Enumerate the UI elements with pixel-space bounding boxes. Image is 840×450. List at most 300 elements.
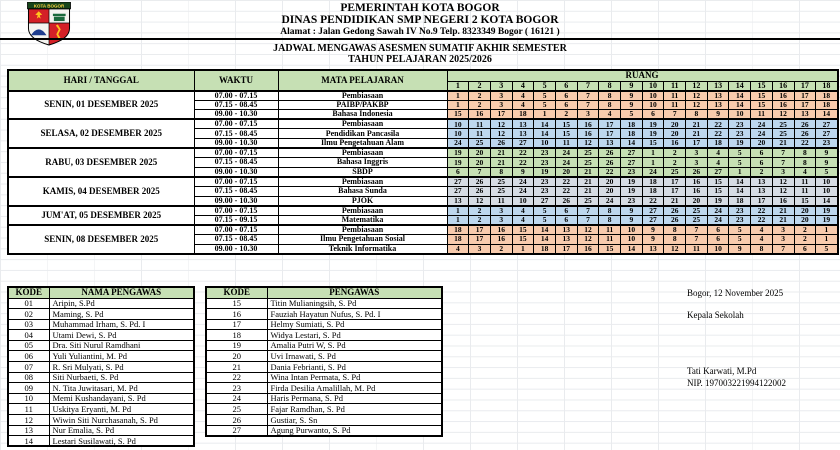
time-cell: 07.00 - 07.15 bbox=[194, 148, 278, 158]
room-cell: 14 bbox=[621, 138, 643, 148]
subject-cell: Pembiasaan bbox=[278, 206, 447, 216]
room-cell: 15 bbox=[794, 196, 816, 206]
room-cell: 8 bbox=[599, 215, 621, 225]
room-cell: 4 bbox=[599, 110, 621, 120]
room-cell: 15 bbox=[707, 177, 729, 187]
room-cell: 27 bbox=[447, 177, 469, 187]
room-cell: 12 bbox=[686, 91, 708, 101]
room-cell: 22 bbox=[751, 206, 773, 216]
room-cell: 12 bbox=[490, 119, 512, 129]
room-cell: 7 bbox=[577, 100, 599, 110]
header-time: WAKTU bbox=[194, 70, 278, 91]
schedule-row bbox=[8, 225, 838, 235]
room-cell: 21 bbox=[686, 129, 708, 139]
subject-cell: Pembiasaan bbox=[278, 225, 447, 235]
room-cell: 22 bbox=[599, 167, 621, 177]
room-cell: 10 bbox=[642, 100, 664, 110]
room-cell: 15 bbox=[751, 91, 773, 101]
supervisor-row bbox=[8, 362, 194, 373]
room-cell: 10 bbox=[621, 234, 643, 244]
room-cell: 18 bbox=[621, 119, 643, 129]
room-cell: 9 bbox=[707, 110, 729, 120]
room-cell: 17 bbox=[469, 225, 491, 235]
room-cell: 16 bbox=[664, 138, 686, 148]
supervisor-name: Muhammad Irham, S. Pd. I bbox=[49, 319, 194, 330]
room-cell: 27 bbox=[621, 158, 643, 168]
room-cell: 6 bbox=[447, 167, 469, 177]
supervisor-code: 06 bbox=[8, 351, 49, 362]
subject-cell: PJOK bbox=[278, 196, 447, 206]
room-cell: 1 bbox=[642, 148, 664, 158]
room-cell: 3 bbox=[772, 234, 794, 244]
room-cell: 16 bbox=[686, 177, 708, 187]
room-cell: 17 bbox=[555, 244, 577, 254]
room-cell: 11 bbox=[794, 177, 816, 187]
school-title: DINAS PENDIDIKAN SMP NEGERI 2 KOTA BOGOR bbox=[281, 14, 559, 26]
room-cell: 14 bbox=[816, 196, 838, 206]
room-cell: 18 bbox=[707, 138, 729, 148]
room-cell: 14 bbox=[729, 91, 751, 101]
room-number-header: 13 bbox=[707, 81, 729, 91]
room-number-header: 5 bbox=[534, 81, 556, 91]
day-cell: SENIN, 01 DESEMBER 2025 bbox=[8, 91, 194, 120]
room-cell: 9 bbox=[816, 148, 838, 158]
room-cell: 4 bbox=[707, 158, 729, 168]
time-cell: 07.15 - 08.45 bbox=[194, 100, 278, 110]
room-cell: 17 bbox=[599, 119, 621, 129]
room-cell: 23 bbox=[816, 138, 838, 148]
signature-name: Tati Karwati, M.Pd bbox=[687, 366, 757, 376]
room-cell: 11 bbox=[599, 234, 621, 244]
room-cell: 13 bbox=[599, 138, 621, 148]
subject-cell: SBDP bbox=[278, 167, 447, 177]
room-cell: 11 bbox=[664, 100, 686, 110]
time-cell: 07.15 - 08.45 bbox=[194, 129, 278, 139]
room-cell: 24 bbox=[751, 119, 773, 129]
room-cell: 24 bbox=[512, 186, 534, 196]
supervisor-name: Memi Kushandayani, S. Pd bbox=[49, 393, 194, 404]
room-cell: 17 bbox=[490, 110, 512, 120]
day-cell: KAMIS, 04 DESEMBER 2025 bbox=[8, 177, 194, 206]
subject-cell: Pembiasaan bbox=[278, 177, 447, 187]
room-cell: 12 bbox=[664, 244, 686, 254]
room-cell: 24 bbox=[555, 148, 577, 158]
room-cell: 1 bbox=[447, 215, 469, 225]
room-cell: 20 bbox=[664, 119, 686, 129]
room-cell: 19 bbox=[816, 206, 838, 216]
supervisor-row bbox=[8, 383, 194, 394]
signature-nip: NIP. 197003221994122002 bbox=[687, 378, 787, 388]
room-cell: 22 bbox=[751, 215, 773, 225]
room-cell: 9 bbox=[642, 234, 664, 244]
room-cell: 12 bbox=[577, 225, 599, 235]
room-cell: 12 bbox=[490, 129, 512, 139]
room-cell: 14 bbox=[729, 177, 751, 187]
supervisor-row bbox=[206, 362, 442, 373]
supervisor-row bbox=[8, 415, 194, 426]
room-cell: 7 bbox=[469, 167, 491, 177]
supervisor-name: Agung Purwanto, S. Pd bbox=[267, 425, 442, 436]
room-cell: 11 bbox=[490, 196, 512, 206]
room-cell: 15 bbox=[751, 100, 773, 110]
room-cell: 10 bbox=[534, 138, 556, 148]
schedule-row bbox=[8, 119, 838, 129]
room-cell: 17 bbox=[794, 100, 816, 110]
room-cell: 7 bbox=[772, 244, 794, 254]
supervisor-code: 07 bbox=[8, 362, 49, 373]
room-cell: 4 bbox=[447, 244, 469, 254]
supervisor-code: 14 bbox=[8, 436, 49, 447]
room-cell: 17 bbox=[686, 138, 708, 148]
room-cell: 22 bbox=[555, 186, 577, 196]
supervisor-row bbox=[8, 351, 194, 362]
supervisor-name: Aripin, S.Pd bbox=[49, 298, 194, 309]
room-cell: 5 bbox=[534, 91, 556, 101]
room-cell: 26 bbox=[686, 167, 708, 177]
supervisor-table-right bbox=[205, 286, 443, 437]
supervisor-name: Helmy Sumiati, S. Pd bbox=[267, 319, 442, 330]
room-cell: 23 bbox=[534, 186, 556, 196]
room-cell: 19 bbox=[642, 129, 664, 139]
room-cell: 24 bbox=[599, 196, 621, 206]
supervisor-row bbox=[8, 393, 194, 404]
supervisor-code: 04 bbox=[8, 330, 49, 341]
subject-cell: Pembiasaan bbox=[278, 148, 447, 158]
room-cell: 18 bbox=[642, 186, 664, 196]
time-cell: 07.15 - 08.45 bbox=[194, 186, 278, 196]
room-cell: 14 bbox=[816, 110, 838, 120]
supervisor-code: 20 bbox=[206, 351, 267, 362]
room-cell: 25 bbox=[772, 119, 794, 129]
room-cell: 17 bbox=[664, 177, 686, 187]
supervisor-name: Fajar Ramdhan, S. Pd bbox=[267, 404, 442, 415]
supervisor-name: Haris Permana, S. Pd bbox=[267, 393, 442, 404]
room-cell: 13 bbox=[555, 225, 577, 235]
room-cell: 19 bbox=[621, 177, 643, 187]
room-cell: 2 bbox=[794, 225, 816, 235]
room-cell: 2 bbox=[794, 234, 816, 244]
room-number-header: 12 bbox=[686, 81, 708, 91]
room-cell: 14 bbox=[621, 244, 643, 254]
supervisor-name: N. Tita Juwitasari, M. Pd bbox=[49, 383, 194, 394]
room-cell: 18 bbox=[642, 177, 664, 187]
supervisor-row bbox=[206, 319, 442, 330]
room-cell: 3 bbox=[686, 148, 708, 158]
supervisor-name: Firda Desilia Amalillah, M. Pd bbox=[267, 383, 442, 394]
supervisor-name: Dra. Siti Nurul Ramdhani bbox=[49, 340, 194, 351]
room-cell: 24 bbox=[642, 167, 664, 177]
supervisor-code: 03 bbox=[8, 319, 49, 330]
supervisor-name: Wiwin Siti Nurchasanah, S. Pd bbox=[49, 415, 194, 426]
room-cell: 25 bbox=[577, 196, 599, 206]
header-room: RUANG bbox=[447, 70, 838, 81]
room-cell: 8 bbox=[751, 244, 773, 254]
room-cell: 10 bbox=[729, 110, 751, 120]
supervisor-name: Siti Nurbaeti, S. Pd bbox=[49, 372, 194, 383]
supervisor-name: R. Sri Mulyati, S. Pd bbox=[49, 362, 194, 373]
supervisor-code: 13 bbox=[8, 425, 49, 436]
room-cell: 26 bbox=[469, 177, 491, 187]
room-cell: 20 bbox=[794, 215, 816, 225]
room-cell: 8 bbox=[686, 110, 708, 120]
supervisor-name: Fauziah Hayatun Nufus, S. Pd. I bbox=[267, 309, 442, 320]
subject-cell: Teknik Informatika bbox=[278, 244, 447, 254]
room-cell: 5 bbox=[621, 110, 643, 120]
supervisor-name: Dania Febrianti, S. Pd bbox=[267, 362, 442, 373]
time-cell: 07.15 - 09.15 bbox=[194, 215, 278, 225]
room-cell: 2 bbox=[490, 244, 512, 254]
time-cell: 07.00 - 07.15 bbox=[194, 206, 278, 216]
room-cell: 26 bbox=[664, 215, 686, 225]
room-cell: 19 bbox=[642, 119, 664, 129]
time-cell: 09.00 - 10.30 bbox=[194, 167, 278, 177]
room-cell: 6 bbox=[751, 158, 773, 168]
supervisor-code: 24 bbox=[206, 393, 267, 404]
document-title bbox=[0, 43, 840, 65]
supervisor-row bbox=[8, 425, 194, 436]
letterhead bbox=[0, 2, 840, 38]
room-cell: 27 bbox=[816, 119, 838, 129]
day-cell: SENIN, 08 DESEMBER 2025 bbox=[8, 225, 194, 254]
room-cell: 23 bbox=[729, 206, 751, 216]
subject-cell: Bahasa Inggris bbox=[278, 158, 447, 168]
room-cell: 11 bbox=[686, 244, 708, 254]
room-cell: 9 bbox=[642, 225, 664, 235]
room-cell: 8 bbox=[794, 158, 816, 168]
time-cell: 09.00 - 10.30 bbox=[194, 244, 278, 254]
room-cell: 22 bbox=[642, 196, 664, 206]
room-cell: 22 bbox=[555, 177, 577, 187]
supervisor-code: 16 bbox=[206, 309, 267, 320]
supervisor-name: Nur Emalia, S. Pd bbox=[49, 425, 194, 436]
supervisor-name: Uskitya Eryanti, M. Pd bbox=[49, 404, 194, 415]
room-cell: 14 bbox=[534, 129, 556, 139]
room-cell: 10 bbox=[512, 196, 534, 206]
room-cell: 25 bbox=[686, 206, 708, 216]
room-cell: 20 bbox=[686, 196, 708, 206]
logo-banner-text: KOTA BOGOR bbox=[33, 3, 65, 9]
time-cell: 09.00 - 10.30 bbox=[194, 138, 278, 148]
room-cell: 26 bbox=[599, 158, 621, 168]
subject-cell: Ilmu Pengetahuan Sosial bbox=[278, 234, 447, 244]
room-cell: 27 bbox=[447, 186, 469, 196]
room-cell: 2 bbox=[469, 215, 491, 225]
room-cell: 3 bbox=[490, 215, 512, 225]
room-cell: 20 bbox=[599, 186, 621, 196]
room-number-header: 9 bbox=[621, 81, 643, 91]
room-cell: 18 bbox=[512, 110, 534, 120]
supervisor-code: 01 bbox=[8, 298, 49, 309]
supervisor-name: Maming, S. Pd bbox=[49, 309, 194, 320]
supervisor-row bbox=[8, 319, 194, 330]
room-cell: 24 bbox=[707, 215, 729, 225]
supervisor-name: Widya Lestari, S. Pd bbox=[267, 330, 442, 341]
schedule-row bbox=[8, 91, 838, 101]
room-cell: 6 bbox=[555, 100, 577, 110]
room-cell: 26 bbox=[555, 196, 577, 206]
room-cell: 10 bbox=[816, 186, 838, 196]
room-cell: 10 bbox=[707, 244, 729, 254]
time-cell: 07.00 - 07.15 bbox=[194, 119, 278, 129]
room-cell: 24 bbox=[555, 158, 577, 168]
room-cell: 25 bbox=[577, 148, 599, 158]
room-cell: 22 bbox=[512, 148, 534, 158]
room-number-header: 11 bbox=[664, 81, 686, 91]
room-cell: 17 bbox=[794, 91, 816, 101]
room-cell: 12 bbox=[772, 110, 794, 120]
room-cell: 6 bbox=[794, 244, 816, 254]
room-cell: 22 bbox=[707, 129, 729, 139]
room-cell: 4 bbox=[751, 234, 773, 244]
room-cell: 21 bbox=[772, 215, 794, 225]
room-cell: 16 bbox=[772, 196, 794, 206]
supervisor-code: 22 bbox=[206, 372, 267, 383]
supervisor-table-left bbox=[7, 286, 195, 447]
room-cell: 23 bbox=[621, 196, 643, 206]
room-cell: 23 bbox=[729, 119, 751, 129]
room-cell: 22 bbox=[794, 138, 816, 148]
room-cell: 20 bbox=[751, 138, 773, 148]
room-cell: 15 bbox=[447, 110, 469, 120]
room-cell: 8 bbox=[794, 148, 816, 158]
room-cell: 21 bbox=[664, 196, 686, 206]
room-cell: 6 bbox=[707, 234, 729, 244]
room-cell: 14 bbox=[534, 119, 556, 129]
room-cell: 17 bbox=[469, 234, 491, 244]
subject-cell: Pembiasaan bbox=[278, 91, 447, 101]
room-cell: 4 bbox=[751, 225, 773, 235]
room-cell: 3 bbox=[469, 244, 491, 254]
room-cell: 9 bbox=[729, 244, 751, 254]
room-cell: 5 bbox=[729, 148, 751, 158]
room-cell: 25 bbox=[469, 138, 491, 148]
room-cell: 15 bbox=[512, 234, 534, 244]
schedule-row bbox=[8, 206, 838, 216]
supervisor-row bbox=[8, 309, 194, 320]
room-cell: 16 bbox=[490, 234, 512, 244]
supervisor-name: Gustiar, S. Sn bbox=[267, 415, 442, 426]
room-cell: 13 bbox=[447, 196, 469, 206]
room-cell: 13 bbox=[512, 129, 534, 139]
document-title-line2: TAHUN PELAJARAN 2025/2026 bbox=[348, 54, 492, 65]
room-cell: 18 bbox=[816, 100, 838, 110]
supervisor-code: 08 bbox=[8, 372, 49, 383]
supervisor-row bbox=[206, 330, 442, 341]
room-cell: 13 bbox=[751, 177, 773, 187]
room-cell: 13 bbox=[794, 110, 816, 120]
supervisor-name: Wina Intan Permata, S. Pd bbox=[267, 372, 442, 383]
room-cell: 26 bbox=[469, 186, 491, 196]
room-cell: 23 bbox=[534, 158, 556, 168]
supervisor-row bbox=[206, 372, 442, 383]
room-cell: 24 bbox=[751, 129, 773, 139]
header-subject: MATA PELAJARAN bbox=[278, 70, 447, 91]
room-cell: 2 bbox=[751, 167, 773, 177]
day-cell: RABU, 03 DESEMBER 2025 bbox=[8, 148, 194, 177]
room-cell: 9 bbox=[621, 215, 643, 225]
room-cell: 1 bbox=[816, 225, 838, 235]
room-cell: 16 bbox=[469, 110, 491, 120]
supervisor-name: Utami Dewi, S. Pd bbox=[49, 330, 194, 341]
schedule-row bbox=[8, 148, 838, 158]
room-cell: 18 bbox=[816, 91, 838, 101]
room-cell: 27 bbox=[642, 215, 664, 225]
supervisor-code: 25 bbox=[206, 404, 267, 415]
signature-role: Kepala Sekolah bbox=[687, 310, 744, 320]
room-cell: 2 bbox=[469, 206, 491, 216]
subject-cell: Bahasa Indonesia bbox=[278, 110, 447, 120]
room-cell: 25 bbox=[772, 129, 794, 139]
room-cell: 2 bbox=[664, 148, 686, 158]
room-cell: 24 bbox=[512, 177, 534, 187]
room-cell: 27 bbox=[512, 138, 534, 148]
room-cell: 20 bbox=[794, 206, 816, 216]
room-number-header: 16 bbox=[772, 81, 794, 91]
room-cell: 18 bbox=[621, 129, 643, 139]
subject-cell: Pendidikan Pancasila bbox=[278, 129, 447, 139]
supervisor-row bbox=[206, 351, 442, 362]
room-cell: 21 bbox=[686, 119, 708, 129]
room-cell: 19 bbox=[447, 148, 469, 158]
day-cell: SELASA, 02 DESEMBER 2025 bbox=[8, 119, 194, 148]
room-cell: 11 bbox=[469, 129, 491, 139]
room-cell: 11 bbox=[469, 119, 491, 129]
schedule-row bbox=[8, 177, 838, 187]
room-cell: 12 bbox=[772, 177, 794, 187]
supervisor-row bbox=[8, 298, 194, 309]
room-cell: 6 bbox=[555, 206, 577, 216]
room-cell: 27 bbox=[642, 206, 664, 216]
supervisor-row bbox=[206, 383, 442, 394]
room-number-header: 14 bbox=[729, 81, 751, 91]
supervisor-code: 11 bbox=[8, 404, 49, 415]
room-cell: 12 bbox=[686, 100, 708, 110]
room-number-header: 4 bbox=[512, 81, 534, 91]
room-cell: 16 bbox=[577, 129, 599, 139]
schedule-table bbox=[7, 69, 839, 255]
supervisor-code: 05 bbox=[8, 340, 49, 351]
header-nama-pengawas: NAMA PENGAWAS bbox=[49, 287, 194, 298]
room-cell: 2 bbox=[664, 158, 686, 168]
room-cell: 9 bbox=[621, 100, 643, 110]
room-cell: 5 bbox=[816, 167, 838, 177]
supervisor-row bbox=[8, 404, 194, 415]
room-cell: 22 bbox=[512, 158, 534, 168]
header-kode-left: KODE bbox=[8, 287, 49, 298]
room-cell: 25 bbox=[490, 186, 512, 196]
room-cell: 24 bbox=[447, 138, 469, 148]
subject-cell: Pembiasaan bbox=[278, 119, 447, 129]
room-cell: 9 bbox=[621, 91, 643, 101]
room-cell: 3 bbox=[490, 100, 512, 110]
room-cell: 20 bbox=[469, 148, 491, 158]
room-cell: 13 bbox=[555, 234, 577, 244]
room-cell: 17 bbox=[599, 129, 621, 139]
room-cell: 12 bbox=[469, 196, 491, 206]
room-cell: 21 bbox=[772, 206, 794, 216]
supervisor-code: 17 bbox=[206, 319, 267, 330]
room-cell: 3 bbox=[490, 91, 512, 101]
room-cell: 25 bbox=[686, 215, 708, 225]
room-cell: 11 bbox=[555, 138, 577, 148]
room-cell: 26 bbox=[599, 148, 621, 158]
room-cell: 20 bbox=[469, 158, 491, 168]
room-cell: 8 bbox=[664, 225, 686, 235]
supervisor-code: 26 bbox=[206, 415, 267, 426]
room-cell: 19 bbox=[729, 138, 751, 148]
room-cell: 1 bbox=[816, 234, 838, 244]
room-cell: 5 bbox=[816, 244, 838, 254]
